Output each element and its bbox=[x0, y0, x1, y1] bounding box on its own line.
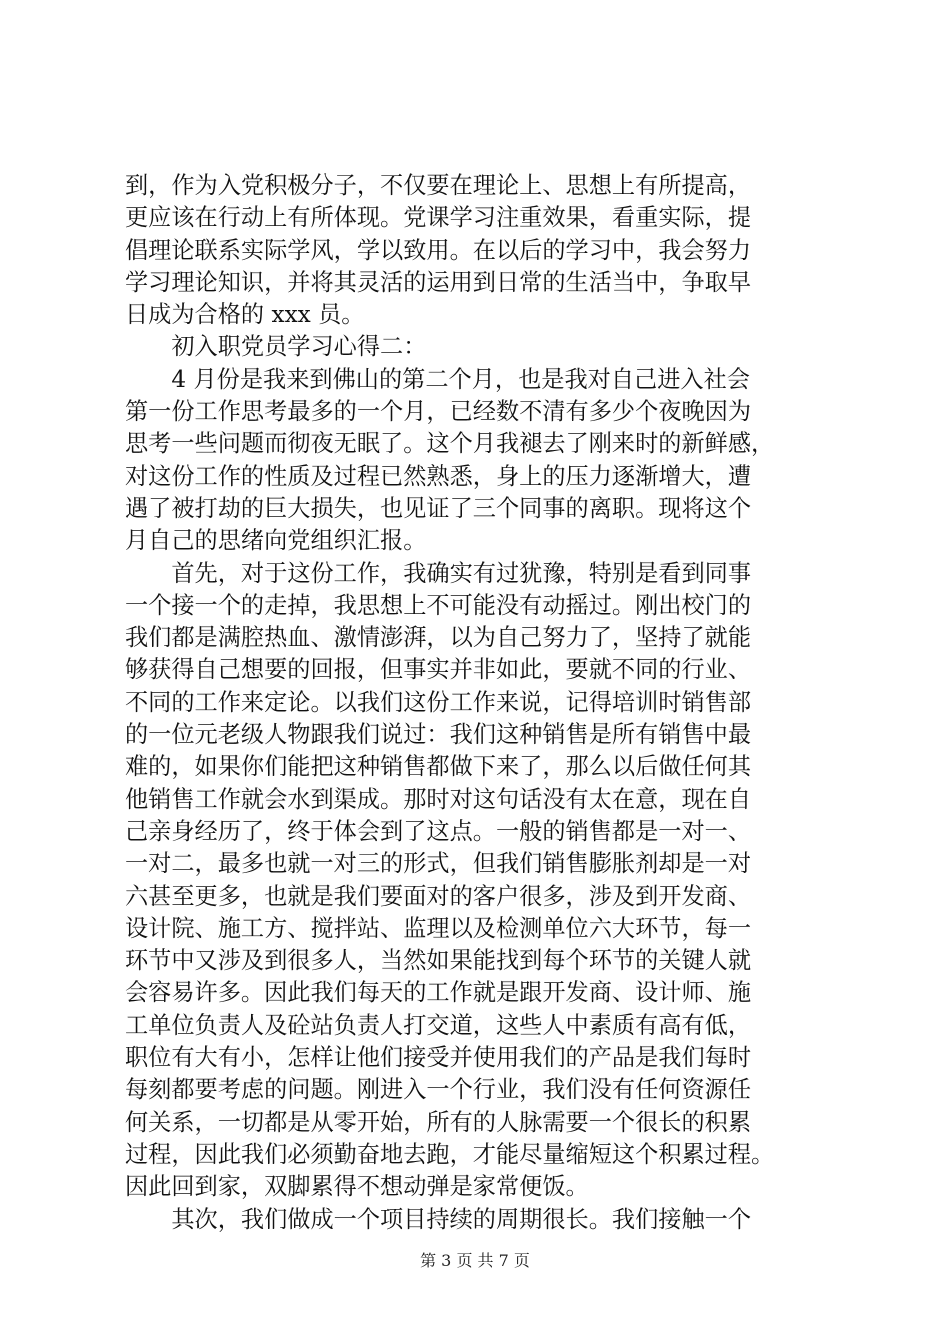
text-line: 不同的工作来定论。以我们这份工作来说，记得培训时销售部 bbox=[125, 688, 752, 716]
text-line: 够获得自己想要的回报，但事实并非如此，要就不同的行业、 bbox=[125, 656, 752, 684]
text-line: 倡理论联系实际学风，学以致用。在以后的学习中，我会努力 bbox=[125, 236, 752, 264]
text-line: 我们都是满腔热血、激情澎湃，以为自己努力了，坚持了就能 bbox=[125, 624, 752, 652]
text-line: 遇了被打劫的巨大损失，也见证了三个同事的离职。现将这个 bbox=[125, 494, 752, 522]
text-line: 职位有大有小，怎样让他们接受并使用我们的产品是我们每时 bbox=[125, 1044, 752, 1072]
text-line: 己亲身经历了，终于体会到了这点。一般的销售都是一对一、 bbox=[125, 817, 752, 845]
text-line: 一个接一个的走掉，我思想上不可能没有动摇过。刚出校门的 bbox=[125, 591, 752, 619]
text-line: 六甚至更多，也就是我们要面对的客户很多，涉及到开发商、 bbox=[125, 882, 752, 910]
text-line: 学习理论知识，并将其灵活的运用到日常的生活当中，争取早 bbox=[125, 268, 752, 296]
text-line: 每刻都要考虑的问题。刚进入一个行业，我们没有任何资源任 bbox=[125, 1076, 752, 1104]
text-line: 第一份工作思考最多的一个月，已经数不清有多少个夜晚因为 bbox=[125, 398, 752, 426]
text-line: 工单位负责人及砼站负责人打交道，这些人中素质有高有低， bbox=[125, 1011, 752, 1039]
text-line: 首先，对于这份工作，我确实有过犹豫，特别是看到同事 bbox=[125, 559, 752, 587]
text-line: 月自己的思绪向党组织汇报。 bbox=[125, 527, 427, 555]
text-line: 何关系，一切都是从零开始，所有的人脉需要一个很长的积累 bbox=[125, 1108, 752, 1136]
text-line: 的一位元老级人物跟我们说过：我们这种销售是所有销售中最 bbox=[125, 721, 752, 749]
text-line: 一对二，最多也就一对三的形式，但我们销售膨胀剂却是一对 bbox=[125, 850, 752, 878]
text-line: 环节中又涉及到很多人，当然如果能找到每个环节的关键人就 bbox=[125, 947, 752, 975]
text-line: 会容易许多。因此我们每天的工作就是跟开发商、设计师、施 bbox=[125, 979, 752, 1007]
text-line: 他销售工作就会水到渠成。那时对这句话没有太在意，现在自 bbox=[125, 785, 752, 813]
text-line: 更应该在行动上有所体现。党课学习注重效果，看重实际，提 bbox=[125, 204, 752, 232]
text-line: 难的，如果你们能把这种销售都做下来了，那么以后做任何其 bbox=[125, 753, 752, 781]
text-line: 因此回到家，双脚累得不想动弹是家常便饭。 bbox=[125, 1173, 589, 1201]
text-line: 其次，我们做成一个项目持续的周期很长。我们接触一个 bbox=[125, 1205, 752, 1233]
page-footer: 第 3 页 共 7 页 bbox=[420, 1251, 530, 1270]
text-line: 设计院、施工方、搅拌站、监理以及检测单位六大环节，每一 bbox=[125, 914, 752, 942]
text-line: 到，作为入党积极分子，不仅要在理论上、思想上有所提高， bbox=[125, 172, 752, 199]
text-line: 日成为合格的 xxx 员。 bbox=[125, 301, 365, 329]
text-line: 思考一些问题而彻夜无眠了。这个月我褪去了刚来时的新鲜感， bbox=[125, 430, 775, 458]
text-line: 初入职党员学习心得二： bbox=[125, 333, 427, 361]
text-line: 对这份工作的性质及过程已然熟悉，身上的压力逐渐增大，遭 bbox=[125, 462, 752, 490]
text-line: 过程，因此我们必须勤奋地去跑，才能尽量缩短这个积累过程。 bbox=[125, 1140, 775, 1168]
document-body bbox=[125, 170, 837, 1236]
text-line: 4 月份是我来到佛山的第二个月，也是我对自己进入社会 bbox=[125, 365, 750, 393]
